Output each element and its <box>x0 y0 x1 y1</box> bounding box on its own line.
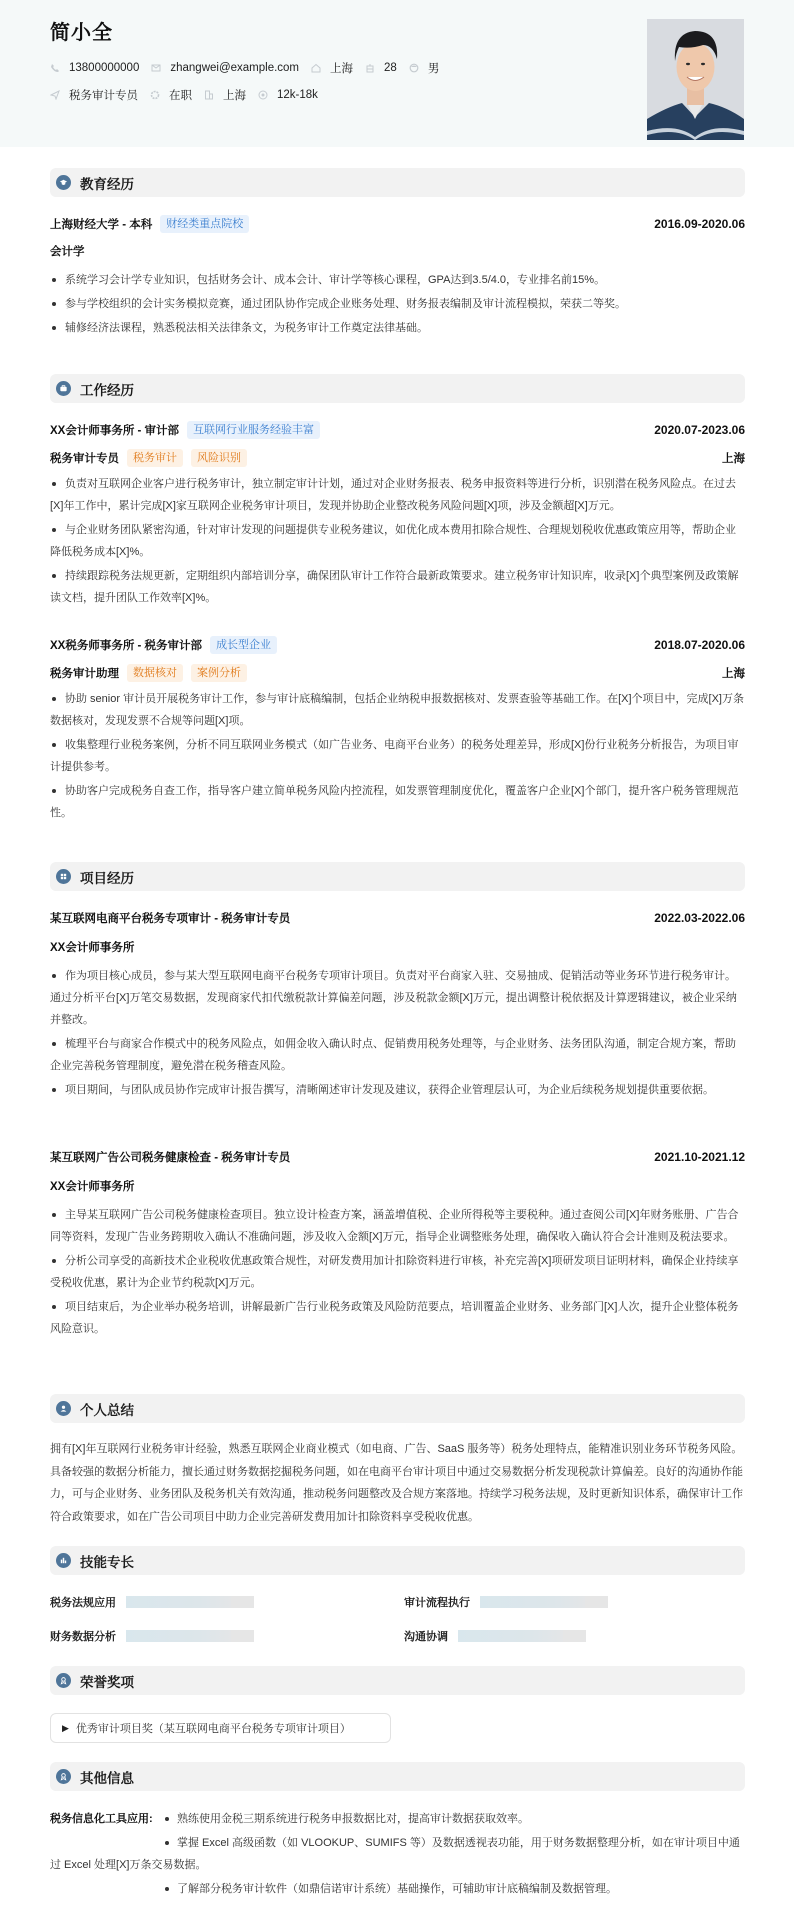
phone-icon <box>50 63 60 73</box>
email-text: zhangwei@example.com <box>170 62 300 74</box>
section-title: 其他信息 <box>80 1770 134 1786</box>
project-org: XX会计师事务所 <box>50 942 135 954</box>
skill-label: 沟通协调 <box>404 1631 448 1643</box>
phone-item <box>50 62 139 74</box>
award-item[interactable] <box>50 1713 391 1743</box>
work-city-text: 上海 <box>223 90 246 102</box>
work-heading-row <box>50 419 745 441</box>
bar-chart-icon <box>56 1553 71 1568</box>
summary-text: 拥有[X]年互联网行业税务审计经验，熟悉互联网企业商业模式（如电商、广告、SaaS 服务等）税务处理特点，能精准识别业务环节税务风险。 具备较强的数据分析能力，擅长通过财务数据挖掘税务问题，如在电商平台审计项目中通过交易数据分析发现税款计算偏差。良好的沟通协作能力，可与企业财务、业务团队及税务机关有效沟通，推动税务问题整改及合规方案落地。持续学习税务法规，及时更新知识体系，确保审计工作符合政策要求，如在广告公司项目中助力企业完善研发费用加计扣除资料享受税收优惠。 <box>50 1443 743 1523</box>
position-text: 税务审计专员 <box>69 90 138 102</box>
list-item: 协助 senior 审计员开展税务审计工作，参与审计底稿编制，包括企业纳税申报数据核对、发票查验等基础工作。在[X]个项目中，完成[X]万条数据核对，发现发票不合规等问题[X]项。 <box>50 688 745 732</box>
role-row <box>50 447 745 469</box>
project-title: 某互联网电商平台税务专项审计 - 税务审计专员 <box>50 913 291 925</box>
send-icon <box>50 90 60 100</box>
major: 会计学 <box>50 246 85 258</box>
education-date: 2016.09-2020.06 <box>654 217 745 231</box>
grid-icon <box>56 869 71 884</box>
list-item: 系统学习会计学专业知识，包括财务会计、成本会计、审计学等核心课程，GPA达到3.5/4.0，专业排名前15%。 <box>50 269 745 291</box>
skill-label: 税务法规应用 <box>50 1597 116 1609</box>
graduation-cap-icon <box>56 175 71 190</box>
avatar-illustration <box>647 19 744 140</box>
award-icon <box>56 1673 71 1688</box>
list-item: 梳理平台与商家合作模式中的税务风险点，如佣金收入确认时点、促销费用税务处理等，与企业财务、法务团队沟通，制定合规方案，帮助企业完善税务管理制度，避免潜在税务稽查风险。 <box>50 1033 745 1077</box>
skill-fill <box>126 1596 231 1608</box>
project-date: 2022.03-2022.06 <box>654 911 745 925</box>
award-icon <box>56 1769 71 1784</box>
list-item: 作为项目核心成员，参与某大型互联网电商平台税务专项审计项目。负责对平台商家入驻、交易抽成、促销活动等业务环节进行税务审计。通过分析平台[X]万笔交易数据，发现商家代扣代缴税款计算偏差问题，涉及税款金额[X]万元，提出调整计税依据及计算逻辑建议，被企业采纳并整改。 <box>50 965 745 1031</box>
work-bullets <box>50 473 745 609</box>
project-bullets <box>50 1204 745 1340</box>
role-title: 税务审计助理 <box>50 668 119 680</box>
project-org: XX会计师事务所 <box>50 1181 135 1193</box>
company-tag: 互联网行业服务经验丰富 <box>187 421 320 439</box>
section-title: 荣誉奖项 <box>80 1674 134 1690</box>
building-icon <box>204 90 214 100</box>
school-name: 上海财经大学 - 本科 <box>50 219 153 231</box>
project-heading-row <box>50 1146 745 1168</box>
section-title: 教育经历 <box>80 176 134 192</box>
role-tag: 税务审计 <box>127 449 183 467</box>
education-bullets <box>50 269 745 339</box>
section-title: 技能专长 <box>80 1554 134 1570</box>
skill-fill <box>458 1630 563 1642</box>
project-entry <box>50 907 745 1103</box>
list-item: 参与学校组织的会计实务模拟竞赛，通过团队协作完成企业账务处理、财务报表编制及审计流程模拟，荣获二等奖。 <box>50 293 745 315</box>
triangle-right-icon: ▶ <box>62 1722 69 1733</box>
work-entry <box>50 634 745 826</box>
work-entry <box>50 419 745 611</box>
work-bullets <box>50 688 745 824</box>
project-bullets <box>50 965 745 1101</box>
skill-fill <box>480 1596 585 1608</box>
city-text: 上海 <box>330 63 354 75</box>
work-city-item <box>204 87 246 103</box>
section-header-awards <box>50 1666 745 1695</box>
education-heading-row <box>50 213 745 235</box>
list-item: 与企业财务团队紧密沟通，针对审计发现的问题提供专业税务建议，如优化成本费用扣除合规性、合理规划税收优惠政策应用等，帮助企业降低税务成本[X]%。 <box>50 519 745 563</box>
list-item: 熟练使用金税三期系统进行税务申报数据比对，提高审计数据获取效率。 <box>50 1808 745 1830</box>
resume-header <box>0 0 794 147</box>
skill-label: 审计流程执行 <box>404 1597 470 1609</box>
company-name: XX会计师事务所 - 审计部 <box>50 425 180 437</box>
home-icon <box>311 63 321 73</box>
section-header-skills <box>50 1546 745 1575</box>
position-item <box>50 87 138 103</box>
email-item <box>151 62 299 74</box>
briefcase-icon <box>56 381 71 396</box>
skill-label: 财务数据分析 <box>50 1631 116 1643</box>
work-heading-row <box>50 634 745 656</box>
work-location: 上海 <box>722 668 745 680</box>
other-bullets <box>50 1808 745 1902</box>
school-tag: 财经类重点院校 <box>160 215 249 233</box>
list-item: 主导某互联网广告公司税务健康检查项目。独立设计检查方案，涵盖增值税、企业所得税等主要税种。通过查阅公司[X]年财务账册、广告合同等资料，发现广告业务跨期收入确认不准确问题，涉及收入金额[X]万元，指导企业调整账务处理，确保收入确认符合会计准则及税法要求。 <box>50 1204 745 1248</box>
section-header-other <box>50 1762 745 1791</box>
list-item: 负责对互联网企业客户进行税务审计，独立制定审计计划，通过对企业财务报表、税务申报资料等进行分析，识别潜在税务风险点。在过去[X]年工作中，累计完成[X]家互联网企业税务审计项目，发现并协助企业整改税务风险问题[X]项，涉及金额超[X]万元。 <box>50 473 745 517</box>
profile-photo <box>647 19 744 140</box>
salary-text: 12k-18k <box>277 89 318 101</box>
list-item: 项目期间，与团队成员协作完成审计报告撰写，清晰阐述审计发现及建议，获得企业管理层认可，为企业后续税务规划提供重要依据。 <box>50 1079 745 1101</box>
salary-item <box>258 89 318 101</box>
list-item: 掌握 Excel 高级函数（如 VLOOKUP、SUMIFS 等）及数据透视表功能，用于财务数据整理分析，如在审计项目中通过 Excel 处理[X]万条交易数据。 <box>50 1832 745 1876</box>
age-text: 28 <box>384 62 397 74</box>
work-date: 2018.07-2020.06 <box>654 638 745 652</box>
section-title: 个人总结 <box>80 1402 134 1418</box>
skill-item <box>404 1626 586 1646</box>
skill-item <box>50 1592 254 1612</box>
section-header-projects <box>50 862 745 891</box>
role-tag: 案例分析 <box>191 664 247 682</box>
role-title: 税务审计专员 <box>50 453 119 465</box>
section-header-work <box>50 374 745 403</box>
section-header-summary <box>50 1394 745 1423</box>
skill-bar <box>126 1630 254 1642</box>
list-item: 协助客户完成税务自查工作，指导客户建立简单税务风险内控流程，如发票管理制度优化，覆盖客户企业[X]个部门，提升客户税务管理规范性。 <box>50 780 745 824</box>
gender-text: 男 <box>427 63 440 75</box>
skill-bar <box>480 1596 608 1608</box>
work-location: 上海 <box>722 453 745 465</box>
candidate-name: 简小全 <box>50 22 113 44</box>
list-item: 了解部分税务审计软件（如鼎信诺审计系统）基础操作，可辅助审计底稿编制及数据管理。 <box>50 1878 745 1900</box>
work-date: 2020.07-2023.06 <box>654 423 745 437</box>
list-item: 收集整理行业税务案例，分析不同互联网业务模式（如广告业务、电商平台业务）的税务处理差异，形成[X]份行业税务分析报告，为项目审计提供参考。 <box>50 734 745 778</box>
gender-item <box>409 60 440 76</box>
list-item: 持续跟踪税务法规更新，定期组织内部培训分享，确保团队审计工作符合最新政策要求。建立税务审计知识库，收录[X]个典型案例及政策解读文档，提升团队工作效率[X]%。 <box>50 565 745 609</box>
list-item: 辅修经济法课程，熟悉税法相关法律条文，为税务审计工作奠定法律基础。 <box>50 317 745 339</box>
status-item <box>150 87 192 103</box>
list-item: 分析公司享受的高新技术企业税收优惠政策合规性，对研发费用加计扣除资料进行审核，补充完善[X]项研发项目证明材料，确保企业持续享受税收优惠，累计为企业节约税款[X]万元。 <box>50 1250 745 1294</box>
status-icon <box>150 90 160 100</box>
project-heading-row <box>50 907 745 929</box>
company-name: XX税务师事务所 - 税务审计部 <box>50 640 203 652</box>
company-tag: 成长型企业 <box>210 636 277 654</box>
skill-fill <box>126 1630 231 1642</box>
section-title: 项目经历 <box>80 870 134 886</box>
skill-item <box>50 1626 254 1646</box>
skill-bar <box>458 1630 586 1642</box>
job-intent-row <box>50 87 330 103</box>
project-entry <box>50 1146 745 1342</box>
section-title: 工作经历 <box>80 382 134 398</box>
age-item <box>365 62 397 74</box>
project-date: 2021.10-2021.12 <box>654 1150 745 1164</box>
status-text: 在职 <box>169 90 192 102</box>
role-row <box>50 662 745 684</box>
phone-text: 13800000000 <box>69 62 140 74</box>
gender-icon <box>409 63 419 73</box>
list-item: 项目结束后，为企业举办税务培训，讲解最新广告行业税务政策及风险防范要点，培训覆盖企业财务、业务部门[X]人次，提升企业整体税务风险意识。 <box>50 1296 745 1340</box>
user-icon <box>56 1401 71 1416</box>
city-item <box>311 60 353 76</box>
skill-item <box>404 1592 608 1612</box>
section-header-education <box>50 168 745 197</box>
mail-icon <box>151 63 161 73</box>
project-title: 某互联网广告公司税务健康检查 - 税务审计专员 <box>50 1152 291 1164</box>
education-entry <box>50 213 745 341</box>
skill-bar <box>126 1596 254 1608</box>
role-tag: 风险识别 <box>191 449 247 467</box>
salary-icon <box>258 90 268 100</box>
other-label: 税务信息化工具应用: <box>50 1813 153 1825</box>
contact-row <box>50 60 451 76</box>
award-text: 优秀审计项目奖（某互联网电商平台税务专项审计项目） <box>75 1723 351 1735</box>
calendar-icon <box>365 63 375 73</box>
role-tag: 数据核对 <box>127 664 183 682</box>
